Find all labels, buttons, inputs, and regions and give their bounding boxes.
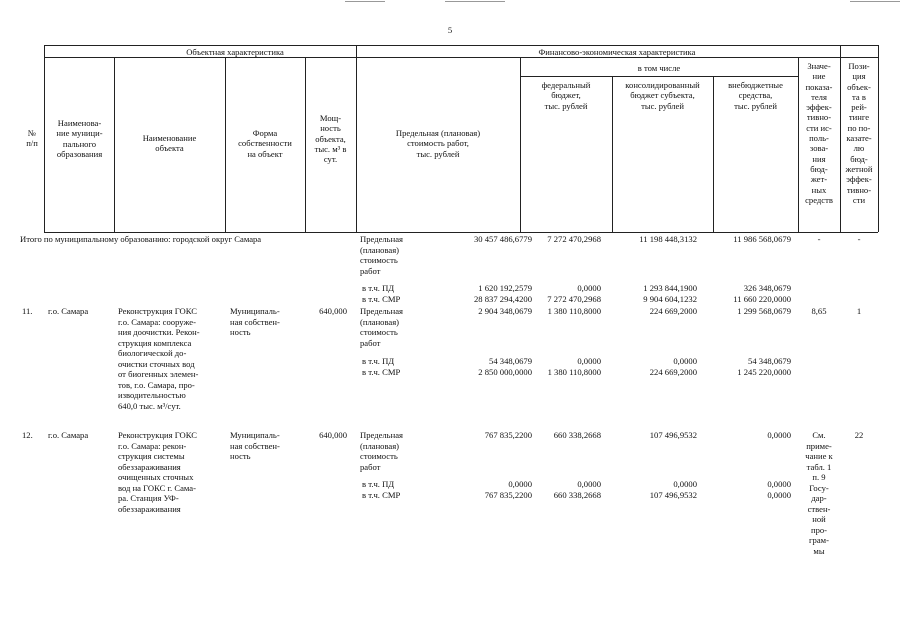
row-11-pd-federal: 0,0000	[577, 356, 601, 366]
col-border-11	[878, 45, 879, 232]
row-12-smr-consolidated: 107 496,9532	[649, 490, 697, 500]
row-12-extrabudget: 0,0000	[767, 430, 791, 440]
total-smr-federal: 7 272 470,2968	[547, 294, 601, 304]
row-12-pd-consolidated: 0,0000	[673, 479, 697, 489]
row-12-ownership: Муниципаль- ная собствен- ность	[230, 430, 280, 461]
row-11-federal: 1 380 110,8000	[547, 306, 601, 316]
row-12-smr-federal: 660 338,2668	[553, 490, 601, 500]
header-max-cost: Предельная (плановая) стоимость работ, тыс. рублей	[395, 128, 481, 159]
header-rating-position: Пози- ция объек- та в рей- тинге по по- казате- лю бюд- жетной эффек- тивно- сти	[845, 61, 873, 205]
total-federal-value: 7 272 470,2968	[547, 234, 601, 244]
scan-mark-right	[850, 1, 900, 2]
row-11-efficiency: 8,65	[811, 306, 827, 316]
header-object-name: Наименование объекта	[142, 133, 197, 154]
row-11-number: 11.	[22, 306, 33, 316]
header-object-characteristic: Объектная характеристика	[186, 47, 284, 57]
row-12-pd-extrabudget: 0,0000	[767, 479, 791, 489]
header-number: № п/п	[26, 128, 38, 149]
row-12-smr-cost: 767 835,2200	[484, 490, 532, 500]
total-efficiency-value: -	[817, 234, 821, 244]
row-11-pd-label: в т.ч. ПД	[362, 356, 395, 366]
total-smr-consolidated: 9 904 604,1232	[643, 294, 697, 304]
scan-mark-left	[345, 1, 385, 2]
row-11-smr-federal: 1 380 110,8000	[547, 367, 601, 377]
row-12-efficiency-note: См. приме- чание к табл. 1 п. 9 Госу- дар- ствен- ной про- грам- мы	[805, 430, 833, 556]
row-12-pd-label: в т.ч. ПД	[362, 479, 395, 489]
row-11-position: 1	[856, 306, 862, 316]
row-11-capacity: 640,000	[319, 306, 347, 316]
total-pd-extrabudget: 326 348,0679	[743, 283, 791, 293]
row-11-object-name: Реконструкция ГОКС г.о. Самара: сооруже- ния доочистки. Рекон- струкция комплекса биологической до- очистки сточных вод от биогенных элемен- тов, г.о. Самара, про- изводительностью 640,0 тыс. м³/сут.	[118, 306, 200, 411]
total-pd-cost: 1 620 192,2579	[478, 283, 532, 293]
row-12-municipality: г.о. Самара	[48, 430, 89, 440]
row-12-position: 22	[854, 430, 864, 440]
total-pd-consolidated: 1 293 844,1900	[643, 283, 697, 293]
row-12-number: 12.	[22, 430, 33, 440]
row-12-smr-label: в т.ч. СМР	[362, 490, 401, 500]
total-pd-federal: 0,0000	[577, 283, 601, 293]
header-capacity: Мощ- ность объекта, тыс. м³ в сут.	[314, 113, 347, 165]
header-extrabudget: внебюджетные средства, тыс. рублей	[728, 80, 783, 111]
header-consolidated-budget: консолидированный бюджет субъекта, тыс. рублей	[625, 80, 700, 111]
total-pd-label: в т.ч. ПД	[362, 283, 395, 293]
header-bottom-border	[44, 232, 878, 233]
row-11-pd-consolidated: 0,0000	[673, 356, 697, 366]
row-11-smr-label: в т.ч. СМР	[362, 367, 401, 377]
header-financial-characteristic: Финансово-экономическая характеристика	[538, 47, 696, 57]
row-12-object-name: Реконструкция ГОКС г.о. Самара: рекон- струкция системы обеззараживания очищенных сточных вод на ГОКС г. Сама- ра. Станция УФ- обеззараживания	[118, 430, 197, 514]
header-federal-budget: федеральный бюджет, тыс. рублей	[541, 80, 591, 111]
row-11-smr-consolidated: 224 669,2000	[649, 367, 697, 377]
row-12-consolidated: 107 496,9532	[649, 430, 697, 440]
row-12-smr-extrabudget: 0,0000	[767, 490, 791, 500]
header-municipality: Наименова- ние муници- пального образования	[56, 118, 103, 159]
row-11-ownership: Муниципаль- ная собствен- ность	[230, 306, 280, 337]
total-cost-type: Предельная (плановая) стоимость работ	[360, 234, 403, 276]
row-12-federal: 660 338,2668	[553, 430, 601, 440]
row-11-extrabudget: 1 299 568,0679	[737, 306, 791, 316]
total-smr-label: в т.ч. СМР	[362, 294, 401, 304]
header-efficiency-value: Значе- ние показа- теля эффек- тивно- сти ис- поль- зова- ния бюд- жет- ных средств	[805, 61, 833, 205]
header-including: в том числе	[637, 63, 681, 73]
row-11-pd-extrabudget: 54 348,0679	[748, 356, 791, 366]
row-11-consolidated: 224 669,2000	[649, 306, 697, 316]
total-smr-extrabudget: 11 660 220,0000	[733, 294, 791, 304]
row-12-cost-type: Предельная (плановая) стоимость работ	[360, 430, 403, 472]
incl-header-divider	[520, 76, 798, 77]
row-11-smr-extrabudget: 1 245 220,0000	[737, 367, 791, 377]
total-smr-cost: 28 837 294,4200	[473, 294, 532, 304]
total-consolidated-value: 11 198 448,3132	[639, 234, 697, 244]
row-11-cost-type: Предельная (плановая) стоимость работ	[360, 306, 403, 348]
row-11-cost: 2 904 348,0679	[478, 306, 532, 316]
header-ownership-form: Форма собственности на объект	[238, 128, 292, 159]
total-row-label: Итого по муниципальному образованию: городской округ Самара	[20, 234, 262, 244]
total-cost-value: 30 457 486,6779	[473, 234, 532, 244]
total-rating-position: -	[857, 234, 861, 244]
row-11-municipality: г.о. Самара	[48, 306, 89, 316]
row-11-smr-cost: 2 850 000,0000	[478, 367, 532, 377]
page-number: 5	[447, 25, 453, 35]
scan-mark-mid	[445, 1, 505, 2]
total-extrabudget-value: 11 986 568,0679	[733, 234, 791, 244]
row-12-capacity: 640,000	[319, 430, 347, 440]
row-12-pd-cost: 0,0000	[508, 479, 532, 489]
row-11-pd-cost: 54 348,0679	[489, 356, 532, 366]
row-12-cost: 767 835,2200	[484, 430, 532, 440]
table-top-border	[44, 45, 878, 46]
row-12-pd-federal: 0,0000	[577, 479, 601, 489]
